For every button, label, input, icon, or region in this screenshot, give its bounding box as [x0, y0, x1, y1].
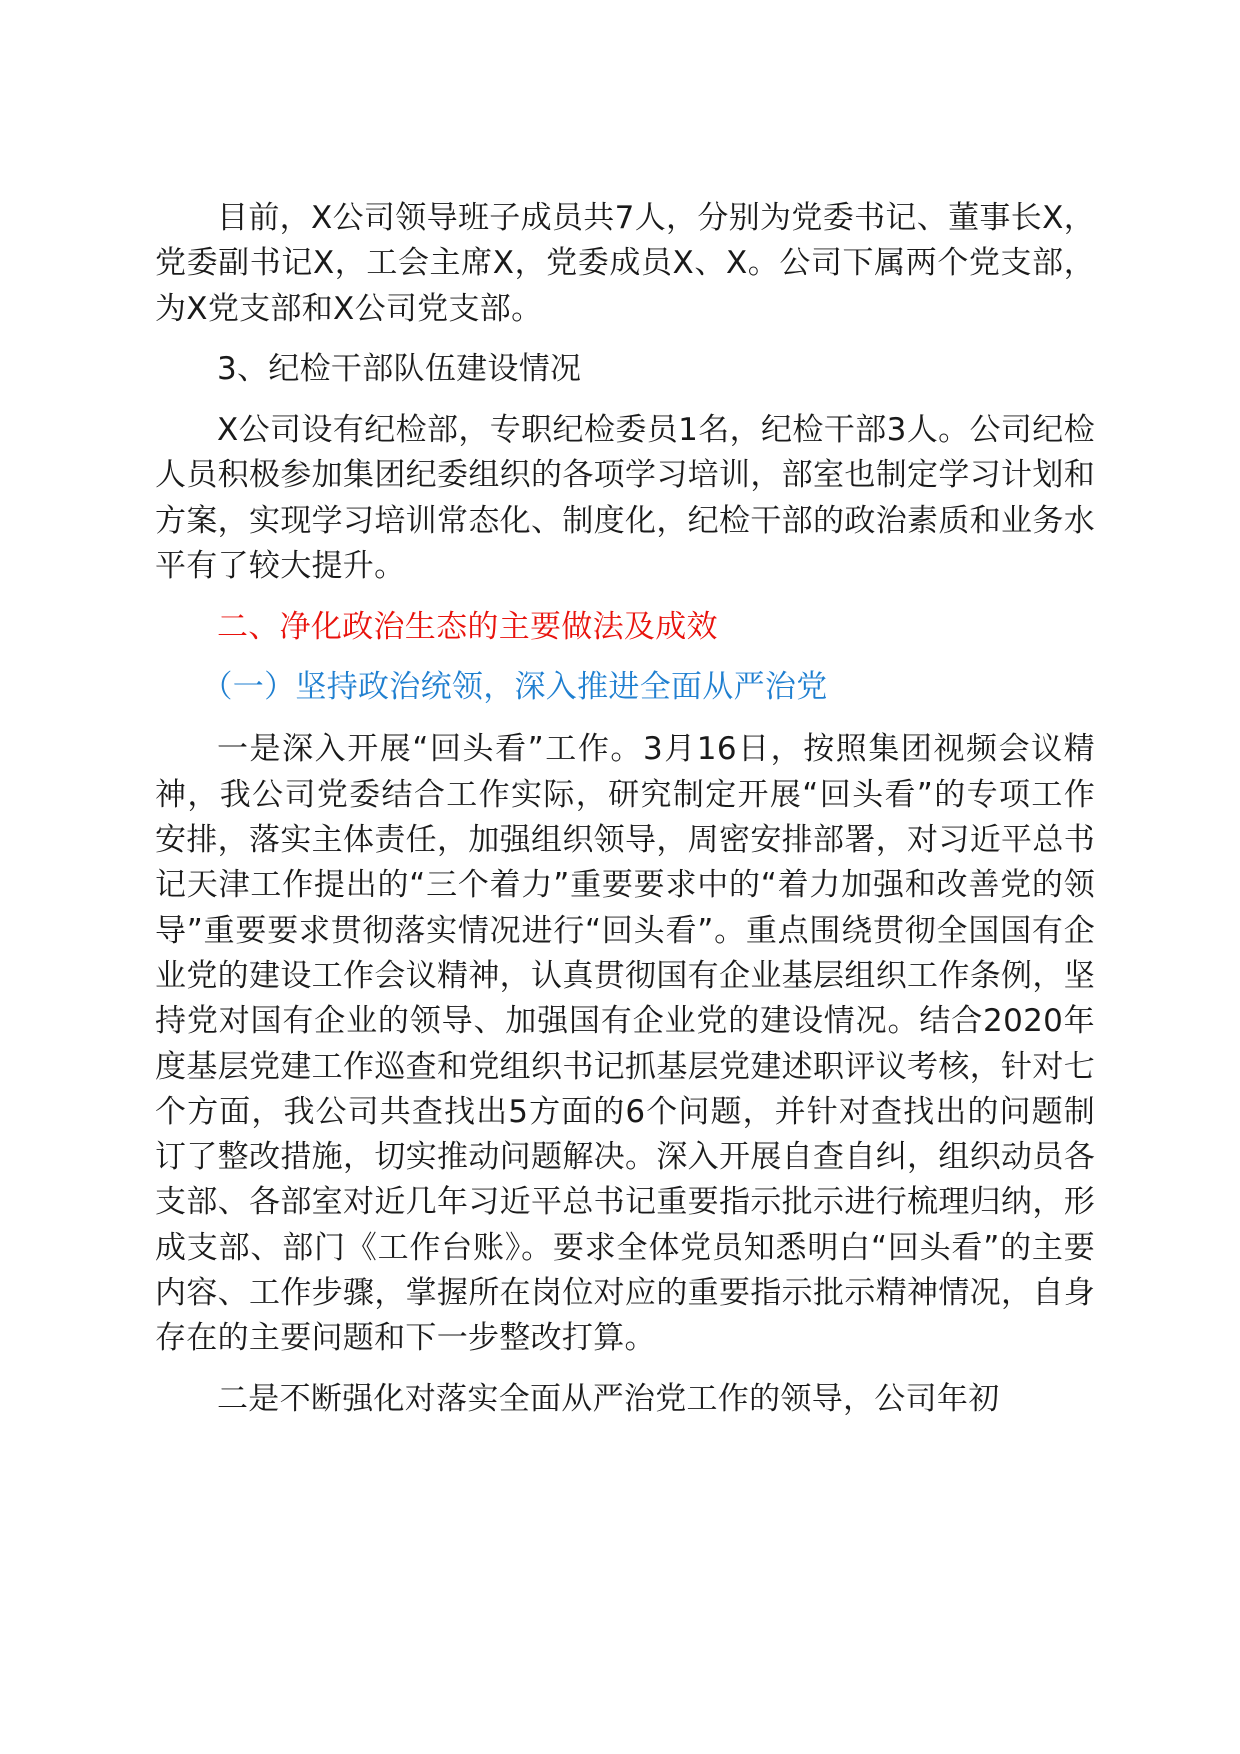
paragraph-leadership: 目前，X公司领导班子成员共7人，分别为党委书记、董事长X，党委副书记X，工会主席X，党委成员X、X。公司下属两个党支部，为X党支部和X公司党支部。	[155, 200, 1095, 327]
section-heading: 二、净化政治生态的主要做法及成效	[217, 608, 718, 645]
document-page	[155, 196, 1095, 1438]
paragraph-discipline-subheading: 3、纪检干部队伍建设情况	[217, 351, 582, 388]
paragraph-leadership-strengthening: 二是不断强化对落实全面从严治党工作的领导，公司年初	[217, 1381, 1000, 1418]
paragraph-review-work: 一是深入开展“回头看”工作。3月16日，按照集团视频会议精神，我公司党委结合工作实际，研究制定开展“回头看”的专项工作安排，落实主体责任，加强组织领导，周密安排部署，对习近平总书记天津工作提出的“三个着力”重要要求中的“着力加强和改善党的领导”重要要求贯彻落实情况进行“回头看”。重点围绕贯彻全国国有企业党的建设工作会议精神，认真贯彻国有企业基层组织工作条例，坚持党对国有企业的领导、加强国有企业党的建设情况。结合2020年度基层党建工作巡查和党组织书记抓基层党建述职评议考核，针对七个方面，我公司共查找出5方面的6个问题，并针对查找出的问题制订了整改措施，切实推动问题解决。深入开展自查自纠，组织动员各支部、各部室对近几年习近平总书记重要指示批示进行梳理归纳，形成支部、部门《工作台账》。要求全体党员知悉明白“回头看”的主要内容、工作步骤，掌握所在岗位对应的重要指示批示精神情况，自身存在的主要问题和下一步整改打算。	[155, 731, 1095, 1357]
subsection-heading: （一）坚持政治统领，深入推进全面从严治党	[201, 669, 828, 706]
paragraph-discipline-team: X公司设有纪检部，专职纪检委员1名，纪检干部3人。公司纪检人员积极参加集团纪委组织的各项学习培训，部室也制定学习计划和方案，实现学习培训常态化、制度化，纪检干部的政治素质和业务水平有了较大提升。	[155, 412, 1095, 585]
